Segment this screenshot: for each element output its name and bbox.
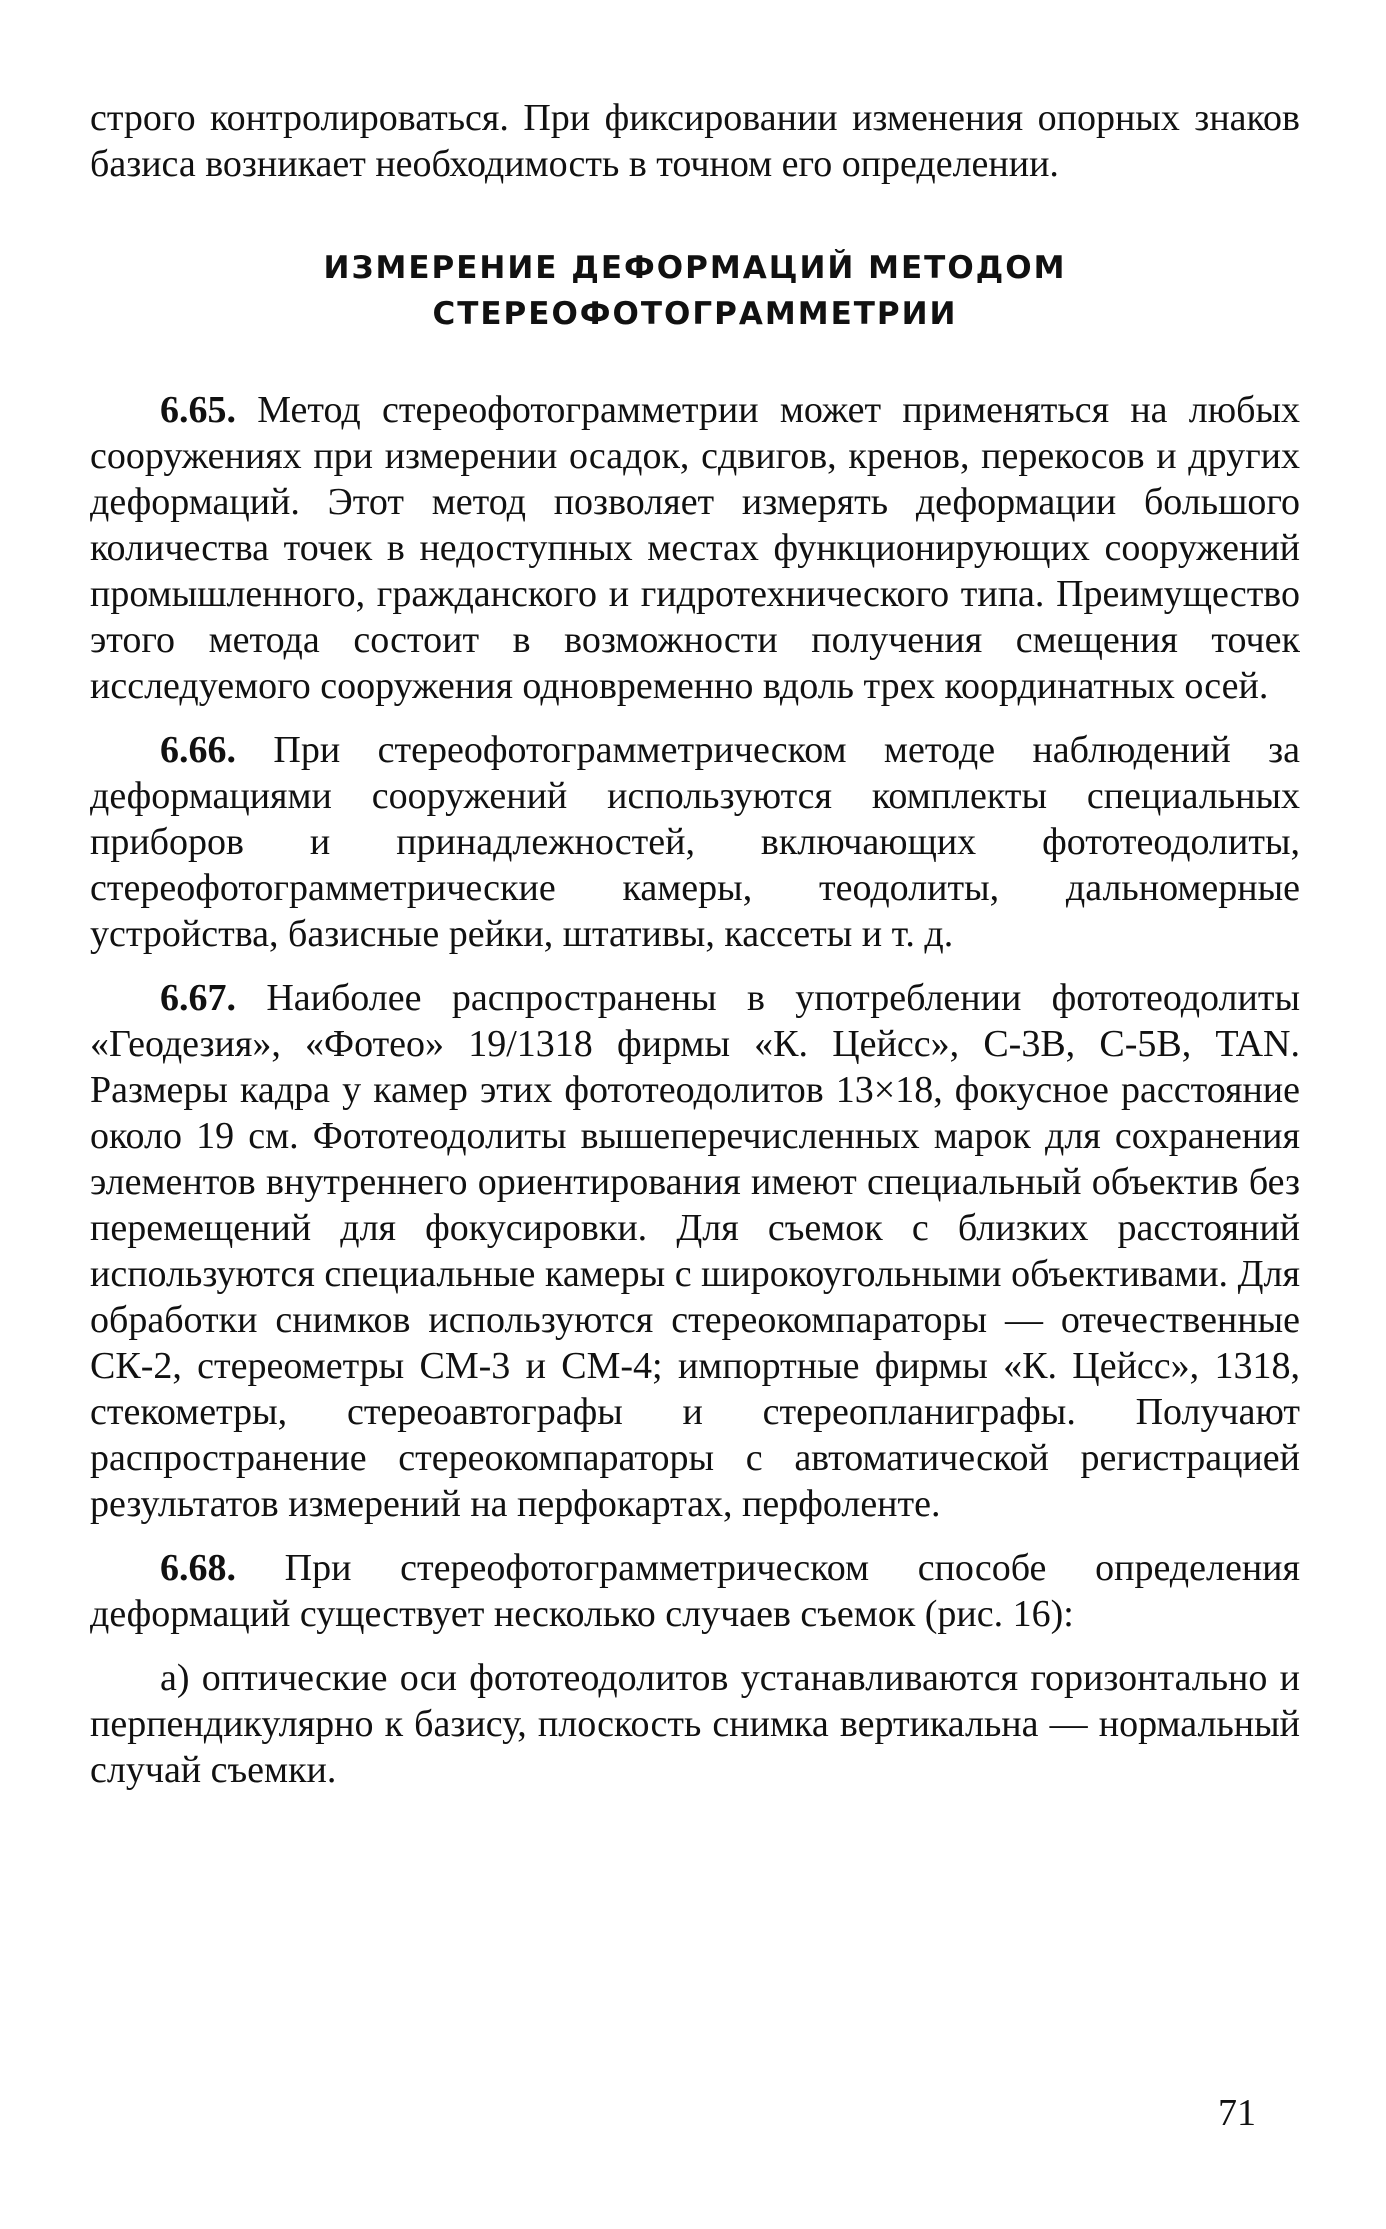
page-number: 71 xyxy=(1218,2092,1256,2134)
paragraph-6-67 xyxy=(90,975,1300,1527)
paragraph-number: 6.67. xyxy=(160,977,236,1019)
section-heading-line-1: ИЗМЕРЕНИЕ ДЕФОРМАЦИЙ МЕТОДОМ xyxy=(323,250,1067,286)
paragraph-6-65 xyxy=(90,387,1300,709)
paragraph-text: При стереофотограмметрическом методе наблюдений за деформациями сооружений используются комплекты специальных приборов и принадлежностей, включающих фототеодолиты, стереофотограмметрические камеры, теодолиты, дальномерные устройства, базисные рейки, штативы, кассеты и т. д. xyxy=(90,729,1300,955)
page-body xyxy=(90,95,1300,1793)
paragraph-6-68 xyxy=(90,1545,1300,1637)
paragraph-6-66 xyxy=(90,727,1300,957)
paragraph-number: 6.66. xyxy=(160,729,236,771)
section-heading-line-2: СТЕРЕОФОТОГРАММЕТРИИ xyxy=(432,296,958,332)
paragraph-text: Метод стереофотограмметрии может применяться на любых сооружениях при измерении осадок, сдвигов, кренов, перекосов и других деформаций. Этот метод позволяет измерять деформации большого количества точек в недоступных местах функционирующих сооружений промышленного, гражданского и гидротехнического типа. Преимущество этого метода состоит в возможности получения смещения точек исследуемого сооружения одновременно вдоль трех координатных осей. xyxy=(90,389,1300,707)
intro-paragraph: строго контролироваться. При фиксировании изменения опорных знаков базиса возникает необходимость в точном его определении. xyxy=(90,97,1300,185)
paragraph-text: Наиболее распространены в употреблении фототеодолиты «Геодезия», «Фотео» 19/1318 фирмы «К. Цейсс», С-3В, С-5В, TAN. Размеры кадра у камер этих фототеодолитов 13×18, фокусное расстояние около 19 см. Фототеодолиты вышеперечисленных марок для сохранения элементов внутреннего ориентирования имеют специальный объектив без перемещений для фокусировки. Для съемок с близких расстояний используются специальные камеры с широкоугольными объективами. Для обработки снимков используются стереокомпараторы — отечественные СК-2, стереометры СМ-3 и СМ-4; импортные фирмы «К. Цейсс», 1318, стекометры, стереоавтографы и стереопланиграфы. Получают распространение стереокомпараторы с автоматической регистрацией результатов измерений на перфокартах, перфоленте. xyxy=(90,977,1300,1525)
paragraph-number: 6.65. xyxy=(160,389,236,431)
paragraph-text: При стереофотограмметрическом способе определения деформаций существует несколько случаев съемок (рис. 16): xyxy=(90,1547,1300,1635)
list-item-a: а) оптические оси фототеодолитов устанавливаются горизонтально и перпендикулярно к базису, плоскость снимка вертикальна — нормальный случай съемки. xyxy=(90,1657,1300,1791)
paragraph-number: 6.68. xyxy=(160,1547,236,1589)
section-heading xyxy=(90,245,1300,337)
